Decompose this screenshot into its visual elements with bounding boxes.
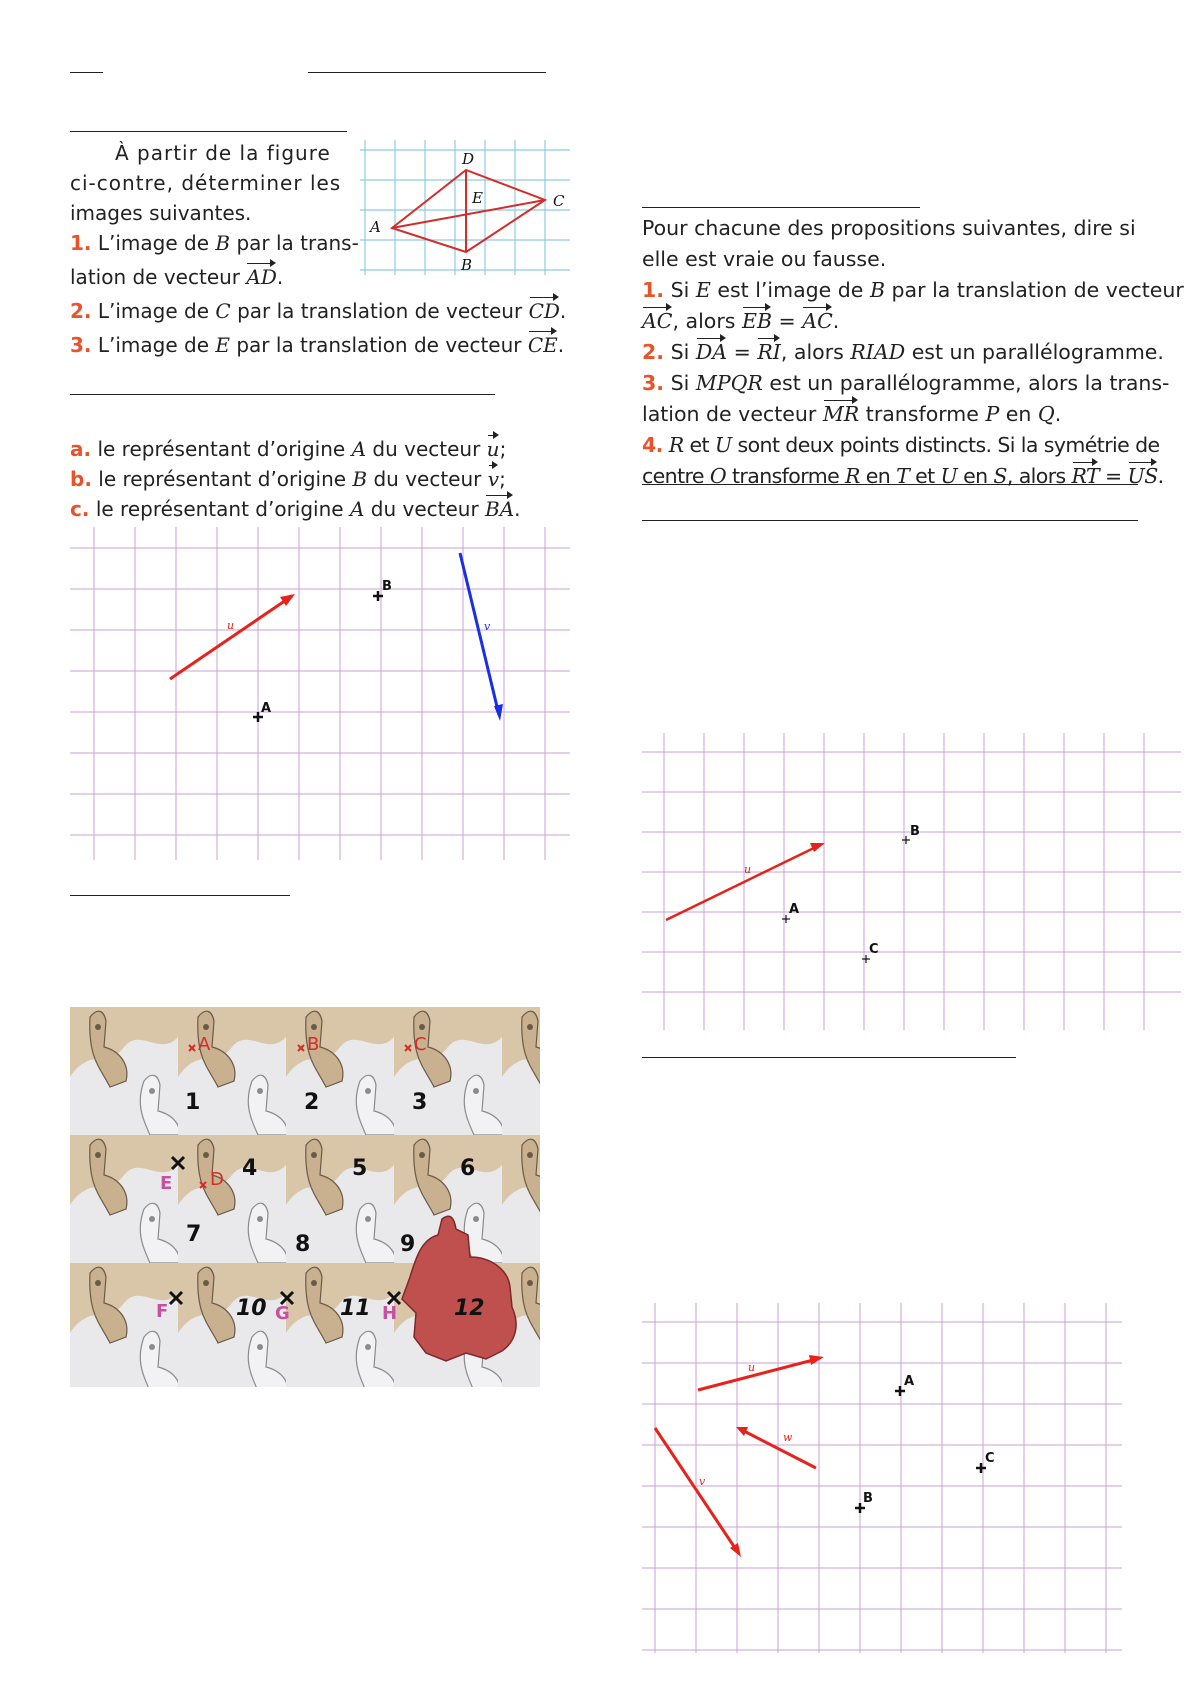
ex1-label-E: E (472, 189, 483, 207)
ex3-number-9: 9 (400, 1232, 416, 1257)
ex4-p3-vec: MR (823, 399, 859, 430)
ex4-p1-b: est l’image de (717, 278, 864, 302)
ex2-a-text2: du vecteur (372, 437, 481, 461)
ex4-prop-2 (642, 337, 1184, 368)
ex1-q2-vector: CD (529, 296, 560, 326)
ex4-p1-vec3: AC (802, 306, 833, 337)
ex6-label-w: w (783, 1431, 793, 1444)
ex1-q2-number: 2. (70, 299, 92, 323)
ex4-p3-P: P (985, 402, 1000, 426)
ex6-vector-u (698, 1359, 817, 1390)
ex3-label-B: B (307, 1034, 320, 1055)
ex2-c-end: . (514, 497, 521, 521)
ex1-question-1-cont: lation de vecteur AD. (70, 262, 283, 292)
ex6-grid (642, 1303, 1122, 1653)
ex1-label-D: D (462, 150, 475, 168)
ex2-b-text: le représentant d’origine (98, 467, 347, 491)
ex6-label-C: C (985, 1451, 995, 1466)
ex4-p4-end: . (1157, 464, 1164, 488)
ex2-label-u: u (227, 619, 235, 632)
ex1-q1-text3: lation de vecteur (70, 265, 241, 289)
ex2-c-vector: BA (485, 494, 514, 524)
ex1-intro-line1: À partir de la figure (115, 141, 331, 165)
ex6-vector-w (742, 1430, 816, 1468)
ex3-number-7: 7 (186, 1222, 202, 1247)
ex1-label-B: B (461, 256, 473, 274)
ex3-number-1: 1 (185, 1090, 201, 1115)
ex4-p4-vec1: RT (1072, 461, 1100, 492)
ex2-item-a (70, 434, 506, 464)
ex4-prop-4-cont (642, 461, 1184, 492)
ex2-title-line (70, 394, 495, 395)
ex3-number-11: 11 (340, 1296, 371, 1321)
ex4-p4-a: et (689, 433, 709, 457)
ex6-title-line (642, 1057, 1016, 1058)
ex4-p2-eq: = (733, 340, 751, 364)
ex4-intro-line2: elle est vraie ou fausse. (642, 247, 887, 271)
ex3-number-5: 5 (352, 1156, 368, 1181)
ex3-escher-tessellation (70, 1007, 540, 1387)
ex4-p3-name: MPQR (695, 371, 763, 395)
ex2-c-point: A (349, 497, 365, 521)
ex1-q1-number: 1. (70, 231, 92, 255)
ex1-intro-line2: ci-contre, déterminer les (70, 171, 342, 195)
ex3-label-H: H (382, 1303, 398, 1324)
ex6-label-u: u (748, 1361, 756, 1374)
ex4-p4-c: centre (642, 464, 704, 488)
ex1-q3-number: 3. (70, 333, 92, 357)
ex1-label-C: C (553, 192, 565, 210)
ex4-p3-e: en (1005, 402, 1032, 426)
ex3-number-10: 10 (236, 1296, 267, 1321)
ex4-p1-vec1: AC (642, 306, 673, 337)
ex4-p2-a: Si (670, 340, 690, 364)
ex5-label-C: C (869, 942, 879, 957)
ex4-p3-end: . (1054, 402, 1062, 426)
ex1-intro (70, 138, 341, 228)
ex4-p4-eq: = (1105, 464, 1122, 488)
ex2-a-end: ; (499, 437, 507, 461)
ex3-label-C: C (414, 1034, 427, 1055)
ex2-a-number: a. (70, 437, 92, 461)
ex2-a-point: A (351, 437, 367, 461)
ex4-p4-R: R (668, 433, 684, 457)
ex4-prop-3 (642, 368, 1184, 399)
ex4-p1-number: 1. (642, 278, 665, 302)
ex1-q1-text2: par la trans- (236, 231, 359, 255)
ex2-item-b (70, 464, 506, 494)
ex4-p4-vec2: US (1128, 461, 1158, 492)
ex4-p4-U: U (714, 433, 732, 457)
ex3-number-12: 12 (454, 1296, 485, 1321)
ex4-p2-name: RIAD (850, 340, 906, 364)
ex5-gridlines (642, 733, 1181, 1030)
ex4-p1-a: Si (670, 278, 690, 302)
ex2-b-text2: du vecteur (373, 467, 482, 491)
ex4-p1-B: B (869, 278, 886, 302)
ex3-label-E: E (160, 1173, 173, 1194)
ex3-number-8: 8 (295, 1232, 311, 1257)
ex2-a-text: le représentant d’origine (97, 437, 346, 461)
ex2-vector-u (170, 596, 292, 679)
ex2-c-number: c. (70, 497, 90, 521)
ex5-title-line (642, 520, 1138, 521)
ex1-question-2: 2. L’image de C par la translation de vecteur CD. (70, 296, 566, 326)
ex4-p3-number: 3. (642, 371, 665, 395)
ex3-label-G: G (275, 1303, 290, 1324)
ex4-p3-a: Si (670, 371, 690, 395)
ex1-title-line (70, 131, 347, 132)
ex4-p3-d: transforme (865, 402, 979, 426)
ex4-p4-e: en (865, 464, 891, 488)
ex6-label-A: A (904, 1374, 915, 1389)
ex4-p4-R2: R (845, 464, 860, 488)
ex4-p3-Q: Q (1037, 402, 1055, 426)
ex4-p4-d: transforme (731, 464, 840, 488)
ex3-number-4: 4 (242, 1156, 258, 1181)
ex3-label-F: F (156, 1301, 169, 1322)
ex5-grid (642, 733, 1181, 1030)
ex4-p2-c: est un parallélogramme. (911, 340, 1164, 364)
ex1-q3-point: E (215, 333, 230, 357)
ex4-p4-b: sont deux points distincts. Si la symétrie de (737, 433, 1160, 457)
ex1-q1-vector: AD (246, 262, 276, 292)
ex1-q2-text: L’image de (97, 299, 210, 323)
ex2-b-vector: v (488, 464, 499, 494)
ex1-label-A: A (370, 218, 381, 236)
ex4-p4-S: S (993, 464, 1007, 488)
ex4-p1-vec2: EB (742, 306, 772, 337)
ex3-title-line (70, 895, 290, 896)
ex4-p2-number: 2. (642, 340, 665, 364)
ex6-label-B: B (863, 1491, 873, 1506)
ex4-intro-line1: Pour chacune des propositions suivantes, dire si (642, 216, 1136, 240)
ex2-b-end: ; (499, 467, 506, 491)
ex1-q1-point: B (215, 231, 231, 255)
ex1-q3-text: L’image de (97, 333, 210, 357)
ex4-p1-eq: = (778, 309, 796, 333)
ex5-vector-u-arrowhead (810, 843, 825, 852)
ex3-label-A: A (198, 1034, 211, 1055)
ex1-q1-text: L’image de (97, 231, 210, 255)
ex4-p1-E: E (695, 278, 711, 302)
ex1-q2-text2: par la translation de vecteur (237, 299, 523, 323)
ex2-item-c (70, 494, 521, 524)
ex3-label-D: D (210, 1169, 224, 1190)
ex3-number-6: 6 (460, 1156, 476, 1181)
ex2-grid (70, 527, 570, 860)
ex4-p1-c: par la translation de vecteur (891, 278, 1184, 302)
header-line-long (308, 72, 546, 73)
ex1-question-1 (70, 228, 359, 258)
ex1-q3-vector: CE (528, 330, 558, 360)
ex4-p4-U2: U (940, 464, 958, 488)
ex5-label-u: u (744, 863, 752, 876)
ex4-content (642, 213, 1184, 492)
ex5-point-B (902, 836, 910, 844)
ex2-c-text2: du vecteur (370, 497, 479, 521)
ex4-title-line (642, 207, 920, 208)
ex4-prop-1 (642, 275, 1184, 306)
ex4-p4-f: et (915, 464, 935, 488)
ex4-p3-b: est un parallélogramme, alors la trans- (769, 371, 1170, 395)
ex1-rhombus-figure (360, 140, 580, 275)
ex2-label-v: v (484, 620, 491, 633)
ex4-bottom-line (642, 484, 1138, 485)
ex2-b-number: b. (70, 467, 92, 491)
ex1-question-3: 3. L’image de E par la translation de vecteur CE. (70, 330, 564, 360)
header-line-short (70, 72, 103, 73)
ex4-prop-1-cont (642, 306, 1184, 337)
ex1-q3-text2: par la translation de vecteur (236, 333, 522, 357)
ex6-label-v: v (699, 1475, 706, 1488)
ex2-vector-v (460, 553, 499, 715)
ex4-p4-T: T (896, 464, 910, 488)
ex5-label-A: A (789, 902, 800, 917)
ex2-a-vector: u (487, 434, 500, 464)
ex5-label-B: B (910, 824, 920, 839)
ex2-label-A: A (261, 701, 272, 716)
ex4-p2-vec2: RI (757, 337, 781, 368)
ex4-p2-vec1: DA (696, 337, 727, 368)
ex4-p3-c: lation de vecteur (642, 402, 817, 426)
ex4-p4-h: , alors (1006, 464, 1066, 488)
ex2-label-B: B (382, 579, 392, 594)
ex4-p1-d: , alors (672, 309, 736, 333)
ex4-p4-number: 4. (642, 433, 663, 457)
ex2-b-point: B (352, 467, 368, 491)
ex1-intro-line3: images suivantes. (70, 201, 252, 225)
ex3-number-3: 3 (412, 1090, 428, 1115)
ex6-gridlines (642, 1303, 1122, 1653)
ex1-q2-point: C (215, 299, 231, 323)
ex4-p4-O: O (709, 464, 727, 488)
ex2-c-text: le représentant d’origine (95, 497, 344, 521)
ex4-p2-b: , alors (780, 340, 844, 364)
ex3-number-2: 2 (304, 1090, 320, 1115)
ex4-prop-3-cont (642, 399, 1184, 430)
ex4-prop-4 (642, 430, 1184, 461)
ex4-p1-end: . (832, 309, 840, 333)
ex4-p4-g: en (963, 464, 988, 488)
